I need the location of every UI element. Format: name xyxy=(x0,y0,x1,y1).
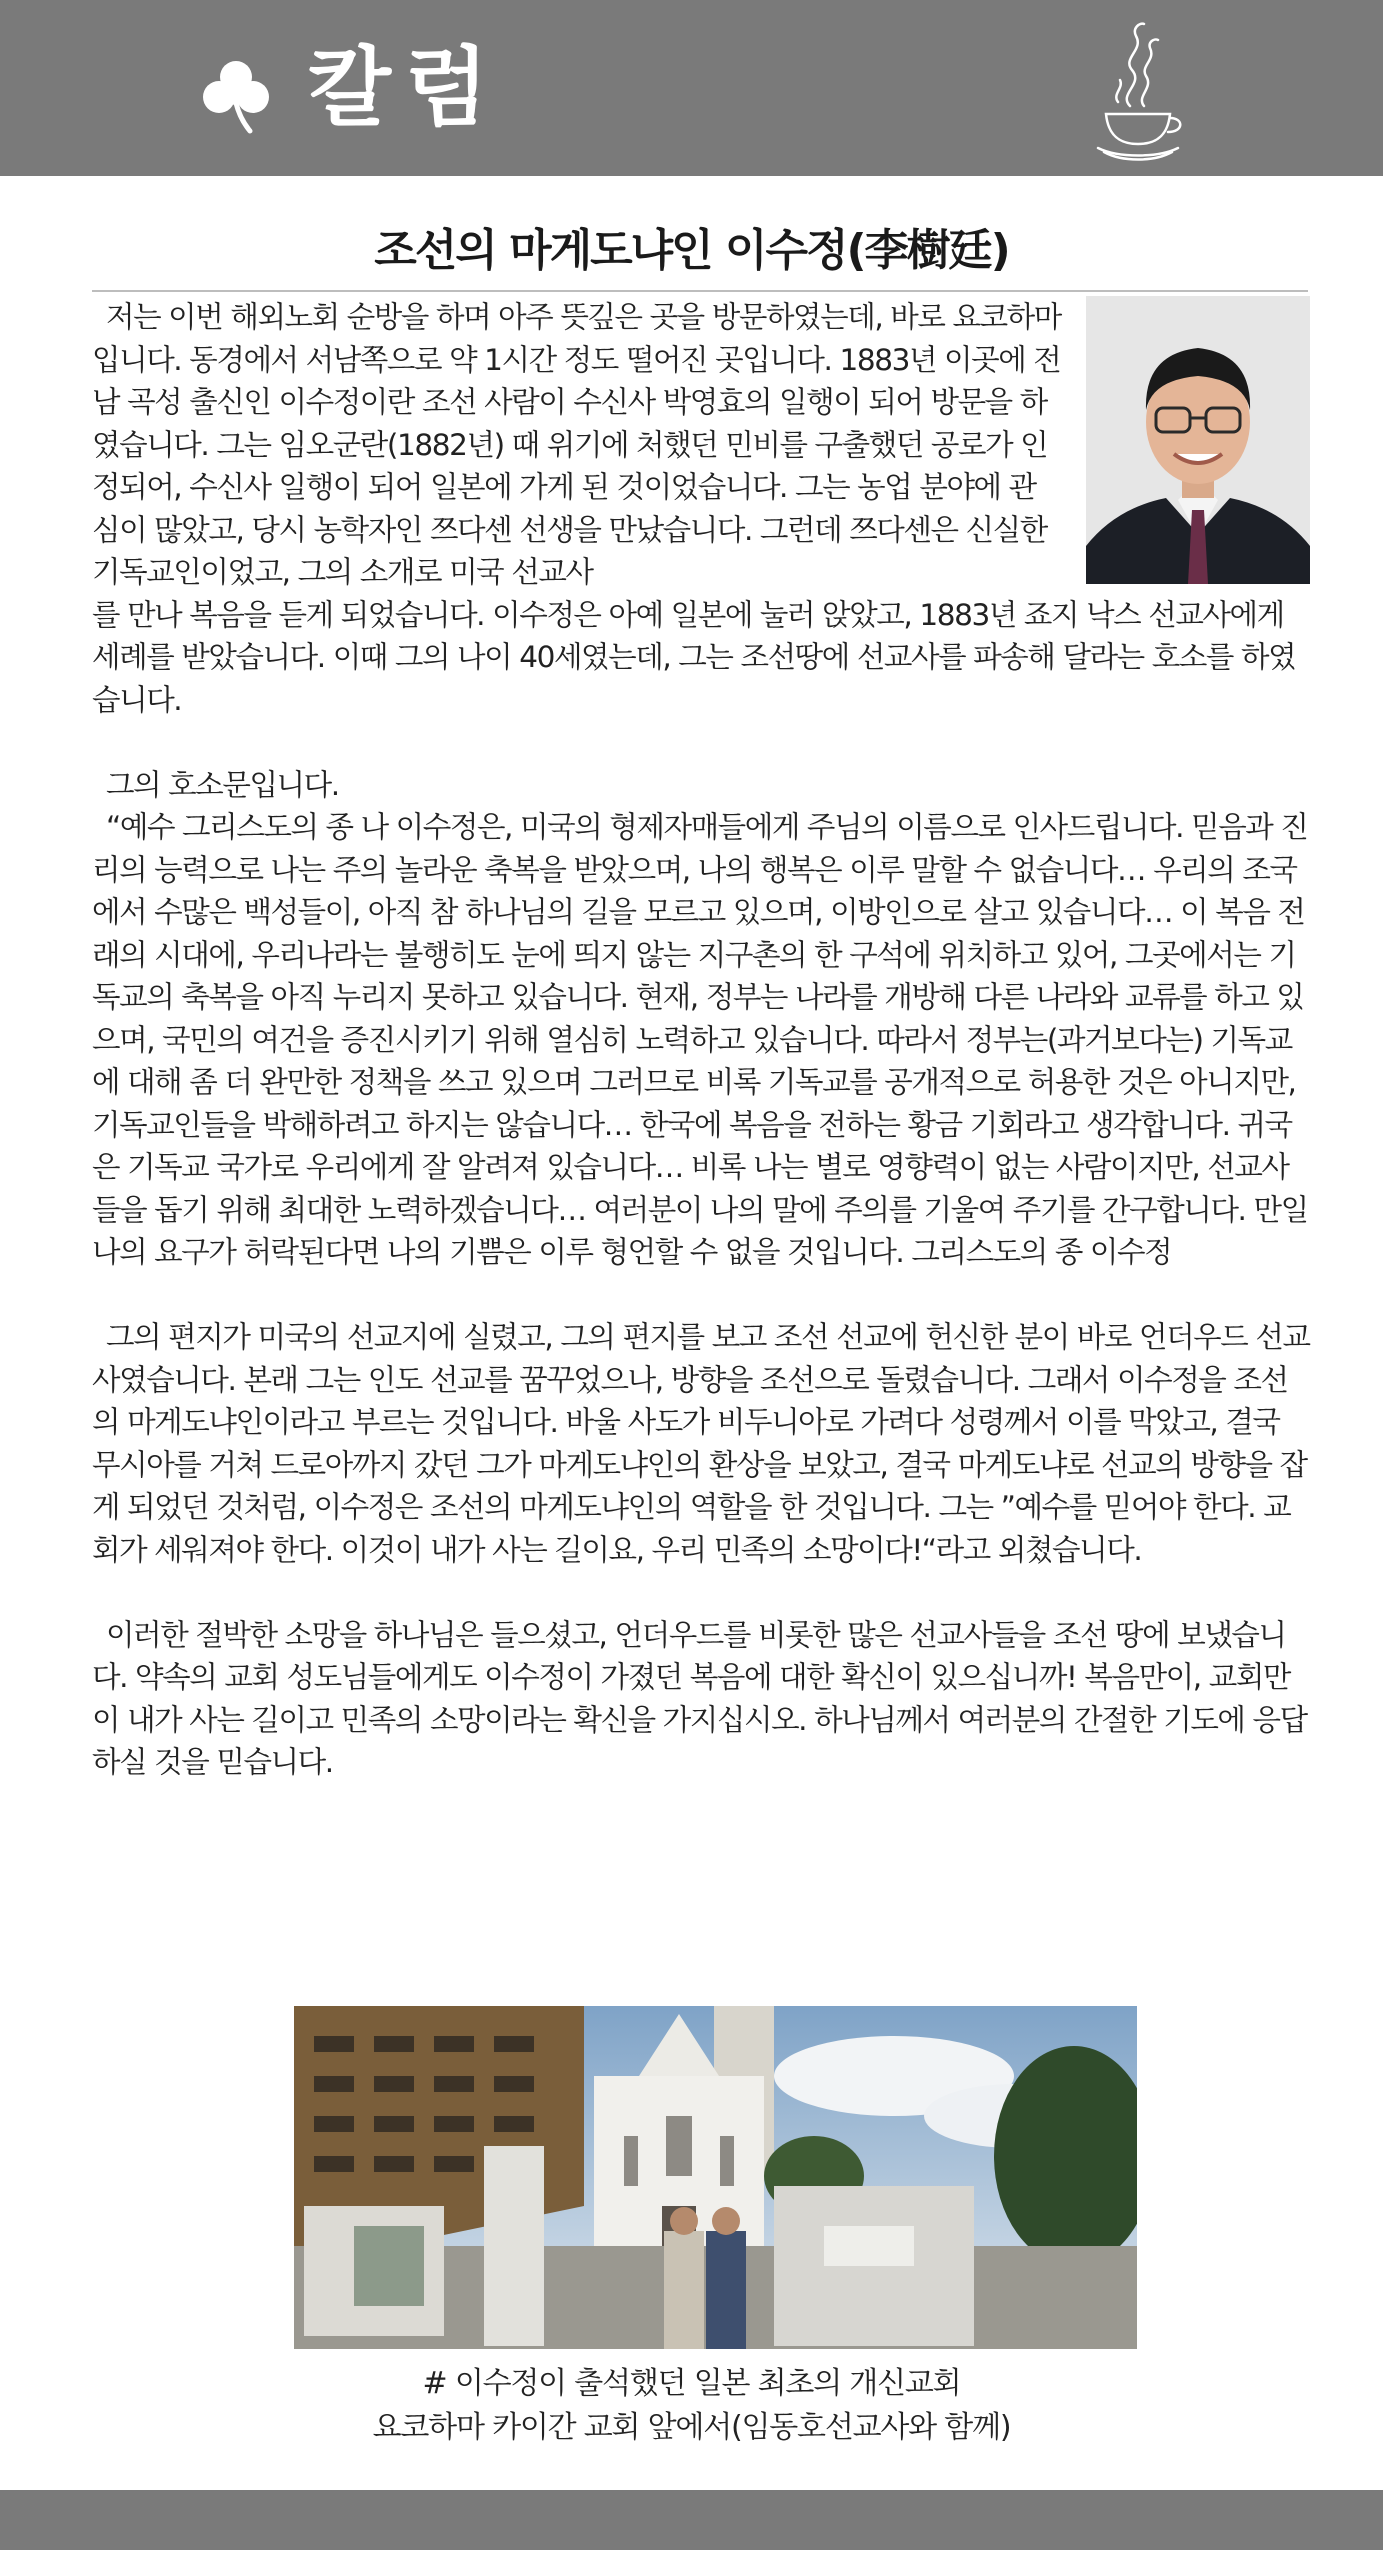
article-title: 조선의 마게도냐인 이수정(李樹廷) xyxy=(374,225,1009,276)
letter-quote: “예수 그리스도의 종 나 이수정은, 미국의 형제자매들에게 주님의 이름으로 인사드립니다. 믿음과 진리의 능력으로 나는 주의 놀라운 축복을 받았으며, 나의 행복은 이루 말할 수 없습니다… 우리의 조국에서 수많은 백성들이, 아직 참 하나님의 길을 모르고 있으며, 이방인으로 살고 있습니다… 이 복음 전래의 시대에, 우리나라는 불행히도 눈에 띄지 않는 지구촌의 한 구석에 위치하고 있어, 그곳에서는 기독교의 축복을 아직 누리지 못하고 있습니다. 현재, 정부는 나라를 개방해 다른 나라와 교류를 하고 있으며, 국민의 여건을 증진시키기 위해 열심히 노력하고 있습니다. 따라서 정부는(과거보다는) 기독교에 대해 좀 더 완만한 정책을 쓰고 있으며 그러므로 비록 기독교를 공개적으로 허용한 것은 아니지만, 기독교인들을 박해하려고 하지는 않습니다… 한국에 복음을 전하는 황금 기회라고 생각합니다. 귀국은 기독교 국가로 우리에게 잘 알려져 있습니다… 비록 나는 별로 영향력이 없는 사람이지만, 선교사들을 돕기 위해 최대한 노력하겠습니다… 여러분이 나의 말에 주의를 기울여 주기를 간구합니다. 만일 나의 요구가 허락된다면 나의 기쁨은 이루 형언할 수 없을 것입니다. 그리스도의 종 이수정 xyxy=(92,810,1308,1269)
footer-bar xyxy=(0,2490,1383,2550)
caption-line-2: 요코하마 카이간 교회 앞에서(임동호선교사와 함께) xyxy=(372,2410,1011,2445)
title-divider xyxy=(92,290,1308,292)
coffee-cup-icon xyxy=(1088,10,1188,170)
clover-icon xyxy=(200,55,272,135)
column-header-bar xyxy=(0,0,1383,176)
church-photo xyxy=(294,2006,1137,2349)
article-body xyxy=(92,296,1310,1784)
paragraph-underwood: 그의 편지가 미국의 선교지에 실렸고, 그의 편지를 보고 조선 선교에 헌신한 분이 바로 언더우드 선교사였습니다. 본래 그는 인도 선교를 꿈꾸었으나, 방향을 조선으로 돌렸습니다. 그래서 이수정을 조선의 마게도냐인이라고 부르는 것입니다. 바울 사도가 비두니아로 가려다 성령께서 이를 막았고, 결국 무시아를 거쳐 드로아까지 갔던 그가 마게도냐인의 환상을 보았고, 결국 마게도냐로 선교의 방향을 잡게 되었던 것처럼, 이수정은 조선의 마게도냐인의 역할을 한 것입니다. 그는 ”예수를 믿어야 한다. 교회가 세워져야 한다. 이것이 내가 사는 길이요, 우리 민족의 소망이다!“라고 외쳤습니다. xyxy=(92,1320,1310,1567)
photo-caption xyxy=(0,2362,1383,2450)
paragraph-closing: 이러한 절박한 소망을 하나님은 들으셨고, 언더우드를 비롯한 많은 선교사들을 조선 땅에 보냈습니다. 약속의 교회 성도님들에게도 이수정이 가졌던 복음에 대한 확신이 있으십니까! 복음만이, 교회만이 내가 사는 길이고 민족의 소망이라는 확신을 가지십시오. 하나님께서 여러분의 간절한 기도에 응답하실 것을 믿습니다. xyxy=(92,1617,1307,1779)
paragraph-intro: 저는 이번 해외노회 순방을 하며 아주 뜻깊은 곳을 방문하였는데, 바로 요코하마입니다. 동경에서 서남쪽으로 약 1시간 정도 떨어진 곳입니다. 1883년 이곳에 전남 곡성 출신인 이수정이란 조선 사람이 수신사 박영효의 일행이 되어 방문을 하였습니다. 그는 임오군란(1882년) 때 위기에 처했던 민비를 구출했던 공로가 인정되어, 수신사 일행이 되어 일본에 가게 된 것이었습니다. 그는 농업 분야에 관심이 많았고, 당시 농학자인 쯔다센 선생을 만났습니다. 그런데 쯔다센은 신실한 기독교인이었고, 그의 소개로 미국 선교사 xyxy=(92,300,1061,589)
paragraph-intro-continued: 를 만나 복음을 듣게 되었습니다. 이수정은 아예 일본에 눌러 앉았고, 1883년 죠지 낙스 선교사에게 세례를 받았습니다. 이때 그의 나이 40세였는데, 그는 조선땅에 선교사를 파송해 달라는 호소를 하였습니다. xyxy=(92,597,1296,717)
section-title: 칼럼 xyxy=(308,38,503,138)
caption-line-1: # 이수정이 출석했던 일본 최초의 개신교회 xyxy=(422,2366,961,2401)
letter-intro: 그의 호소문입니다. xyxy=(106,767,339,802)
